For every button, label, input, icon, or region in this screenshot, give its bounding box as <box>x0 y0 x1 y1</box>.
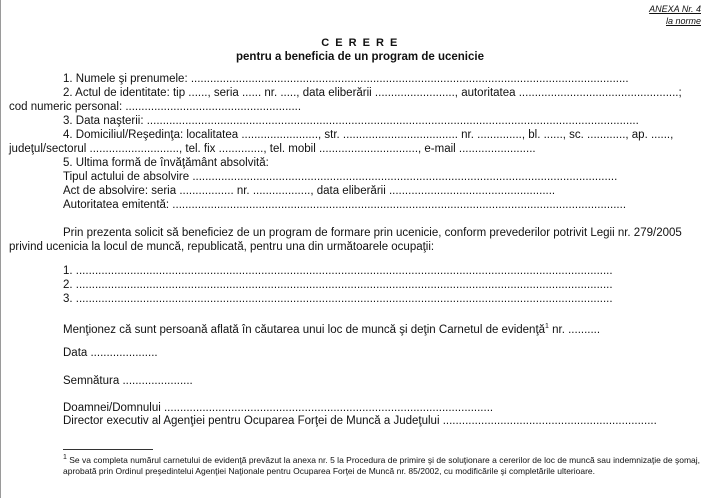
mention-text: Menţionez că sunt persoană aflată în căutarea unui loc de muncă şi deţin Carnetul de evidenţă <box>63 323 546 336</box>
annex-ref: la norme <box>665 16 701 26</box>
mention-line <box>63 320 600 337</box>
field-issuing-authority: Autoritatea emitentă: .............................................................................................................................................. <box>63 199 627 211</box>
footnote-text: Se va completa numărul carnetului de evidenţă prevăzut la anexa nr. 5 la Procedura de primire şi de soluţionare a cererilor de loc de muncă sau indemnizaţie de şomaj, aprobată prin Ordinul preşedintelui Agenţiei Naţionale pentru Ocuparea Forţei de Muncă nr. 85/2002, cu modificările şi completările ulterioare. <box>63 454 701 476</box>
occupation-line-2: 2. ........................................................................................................................................................................ <box>63 279 613 291</box>
field-graduation-act: Act de absolvire: seria ................. nr. .................., data eliberării .................................................... <box>63 185 556 197</box>
field-birthdate: 3. Data naşterii: .......................................................................................................................................................... <box>63 115 639 127</box>
annex-number: ANEXA Nr. 4 <box>649 4 701 14</box>
field-graduation-act-type: Tipul actului de absolvire ..................................................................................................................................... <box>63 171 618 183</box>
document-subtitle: pentru a beneficia de un program de ucenicie <box>236 51 484 63</box>
request-paragraph: Prin prezenta solicit să beneficiez de un program de formare prin ucenicie, conform prevederilor potrivit Legii nr. 279/2005 <box>63 227 682 239</box>
signature-field: Semnătura ...................... <box>63 375 193 387</box>
occupation-line-3: 3. ........................................................................................................................................................................ <box>63 293 613 305</box>
director-line: Director executiv al Agenţiei pentru Ocuparea Forţei de Muncă a Judeţului ................................................................... <box>63 415 657 427</box>
date-field: Data ..................... <box>63 347 158 359</box>
annex-label <box>649 3 701 27</box>
footnote-ref: 1 <box>545 323 549 330</box>
occupation-line-1: 1. ........................................................................................................................................................................ <box>63 265 613 277</box>
request-paragraph-cont: privind ucenicia la locul de muncă, republicată, pentru una din următoarele ocupaţii: <box>9 241 435 253</box>
addressee-line: Doamnei/Domnului ....................................................................................................... <box>63 402 494 414</box>
field-name: 1. Numele şi prenumele: ......................................................................................................................................... <box>63 73 629 85</box>
footnote-number: 1 <box>63 454 67 461</box>
footnote <box>63 452 703 477</box>
field-address-contact: judeţul/sectorul ............................, tel. fix .............., tel. mobil ..............................., e-mail ........................ <box>9 143 536 155</box>
field-address: 4. Domiciliul/Reşedinţa: localitatea ........................, str. .................................... nr. .............., bl. ......, sc. ............, ap. ......, <box>63 129 674 141</box>
field-cnp: cod numeric personal: ....................................................... <box>9 101 302 113</box>
document-title: C E R E R E <box>321 37 399 49</box>
mention-end: nr. .......... <box>548 323 601 336</box>
footnote-divider <box>63 449 153 450</box>
field-education-heading: 5. Ultima formă de învăţământ absolvită: <box>63 157 269 169</box>
field-id-document: 2. Actul de identitate: tip ......, seria ...... nr. ....., data eliberării ........................., autoritatea ..................................................; <box>63 87 682 99</box>
